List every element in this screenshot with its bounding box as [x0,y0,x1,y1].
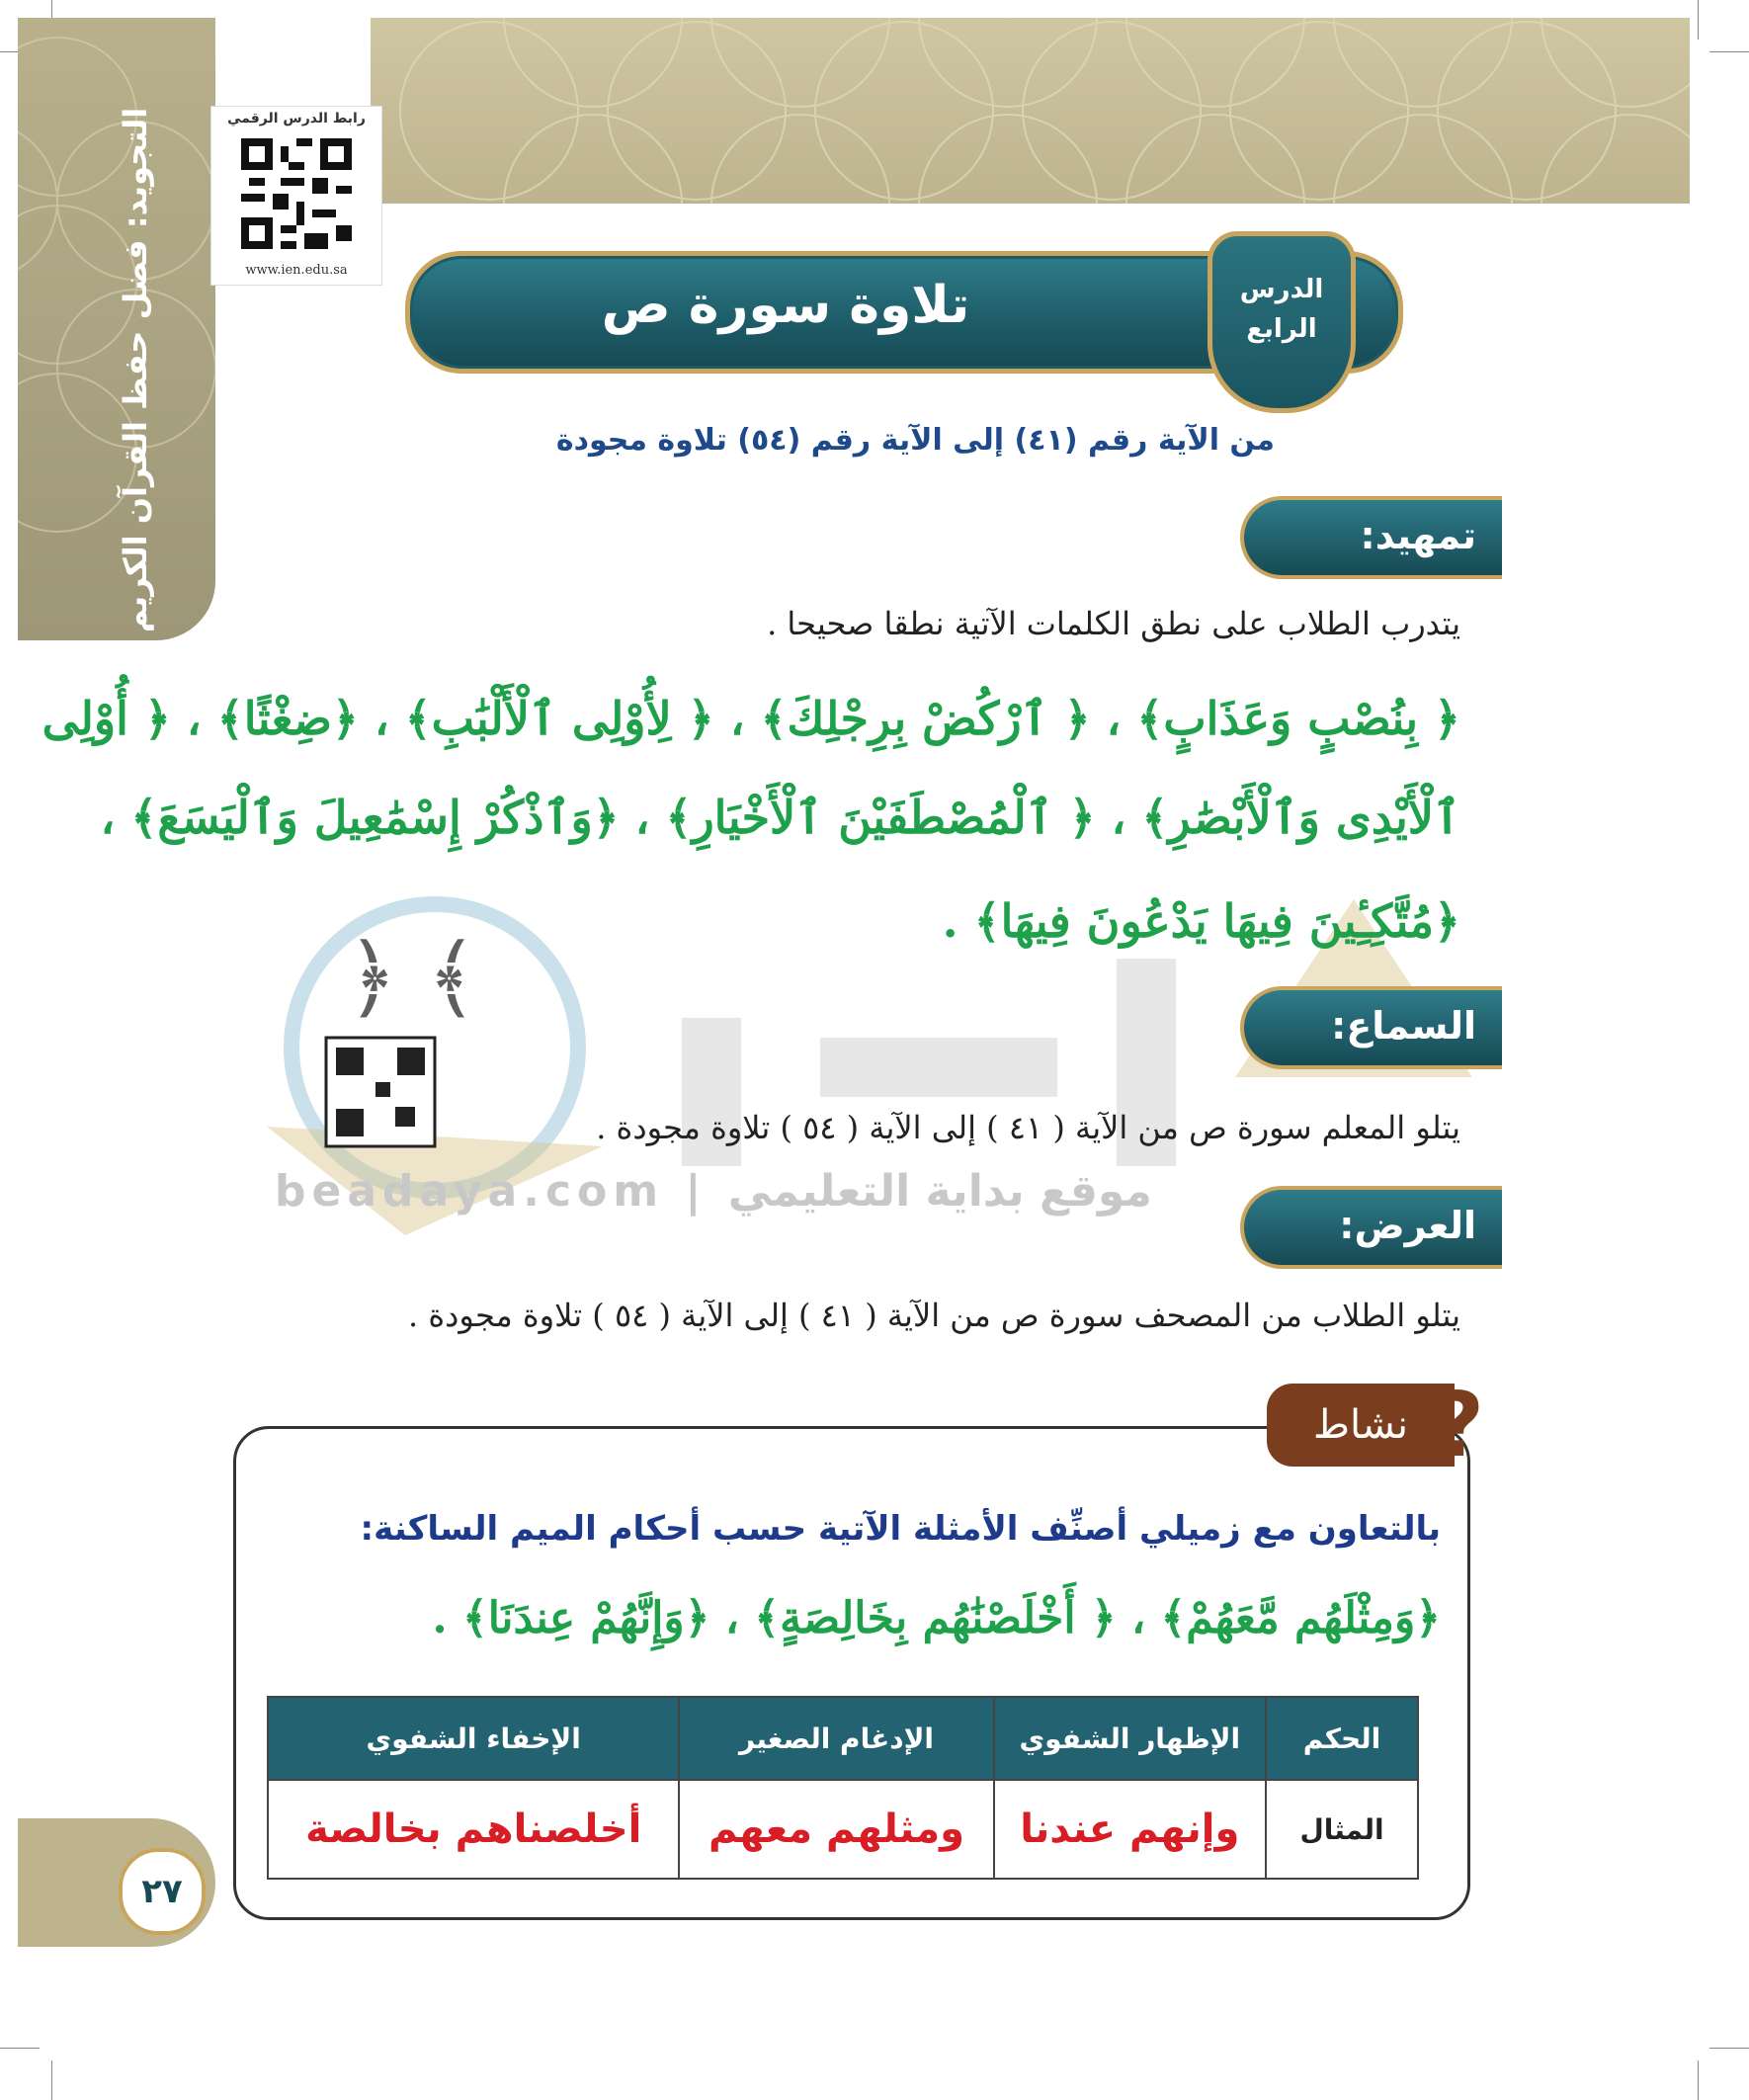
crop-mark [51,2060,52,2100]
qr-code-icon [241,138,352,249]
badge-line-2: الرابع [1246,314,1317,344]
qr-card[interactable] [210,106,382,286]
table-header-cell: الإظهار الشفوي [994,1697,1266,1780]
activity-prompt: بالتعاون مع زميلي أصنِّف الأمثلة الآتية حسب أحكام الميم الساكنة: [360,1509,1441,1549]
listening-text: يتلو المعلم سورة ص من الآية ( ٤١ ) إلى الآية ( ٥٤ ) تلاوة مجودة . [596,1109,1460,1146]
section-header-presentation: العرض: [1240,1186,1502,1269]
quran-words-line-2: ٱلْأَيْدِى وَٱلْأَبْصَٰرِ﴾ ، ﴿ ٱلْمُصْطَفَيْنَ ٱلْأَخْيَارِ﴾ ، ﴿وَٱذْكُرْ إِسْمَٰعِيلَ وَٱلْيَسَعَ﴾ ، [100,791,1460,844]
presentation-text: يتلو الطلاب من المصحف سورة ص من الآية ( ٤١ ) إلى الآية ( ٥٤ ) تلاوة مجودة . [408,1297,1460,1334]
qr-url: www.ien.edu.sa [245,263,348,278]
table-row-label: المثال [1266,1780,1418,1879]
lesson-subtitle: من الآية رقم (٤١) إلى الآية رقم (٥٤) تلاوة مجودة [555,423,1275,458]
crop-mark [0,2048,40,2049]
top-decorative-band [371,18,1690,204]
crop-mark [1698,2060,1699,2100]
lesson-number-badge [1208,231,1356,413]
section-header-intro: تمهيد: [1240,496,1502,579]
quran-words-line-3: ﴿مُتَّكِـِٔينَ فِيهَا يَدْعُونَ فِيهَا﴾ . [942,894,1460,948]
table-cell: وإنهم عندنا [994,1780,1266,1879]
activity-tab: نشاط [1267,1384,1455,1467]
table-cell: أخلصناهم بخالصة [268,1780,679,1879]
crop-mark [1698,0,1699,40]
section-header-listening: السماع: [1240,986,1502,1069]
crop-mark [1709,51,1749,52]
badge-line-1: الدرس [1239,275,1324,304]
sidebar-unit-title: التجويد: فضل حفظ القرآن الكريم [117,107,154,632]
page-number: ٢٧ [119,1848,206,1935]
watermark-text: beadaya.com | موقع بداية التعليمي [275,1166,1152,1217]
lesson-title: تلاوة سورة ص [601,276,970,335]
table-header-cell: الحكم [1266,1697,1418,1780]
classification-table [267,1696,1419,1880]
arabesque-pattern-icon [371,18,1690,204]
table-header-cell: الإخفاء الشفوي [268,1697,679,1780]
qr-caption: رابط الدرس الرقمي [227,111,366,126]
table-row [268,1780,1418,1879]
svg-text:﴿ ﴾: ﴿ ﴾ [346,926,479,1030]
intro-text: يتدرب الطلاب على نطق الكلمات الآتية نطقا صحيحا . [767,605,1460,642]
crop-mark [1709,2048,1749,2049]
activity-examples: ﴿وَمِثْلَهُم مَّعَهُمْ﴾ ، ﴿ أَخْلَصْنَٰهُم بِخَالِصَةٍ﴾ ، ﴿وَإِنَّهُمْ عِندَنَا﴾ . [432,1593,1441,1643]
table-header-cell: الإدغام الصغير [679,1697,993,1780]
table-header-row [268,1697,1418,1780]
table-cell: ومثلهم معهم [679,1780,993,1879]
quran-words-line-1: ﴿ بِنُصْبٍ وَعَذَابٍ﴾ ، ﴿ ٱرْكُضْ بِرِجْلِكَ﴾ ، ﴿ لِأُوْلِى ٱلْأَلْبَٰبِ﴾ ، ﴿ضِغْثًا﴾ ، ﴿ أُوْلِى [42,692,1460,745]
question-mark-icon: ? [1433,1374,1485,1477]
